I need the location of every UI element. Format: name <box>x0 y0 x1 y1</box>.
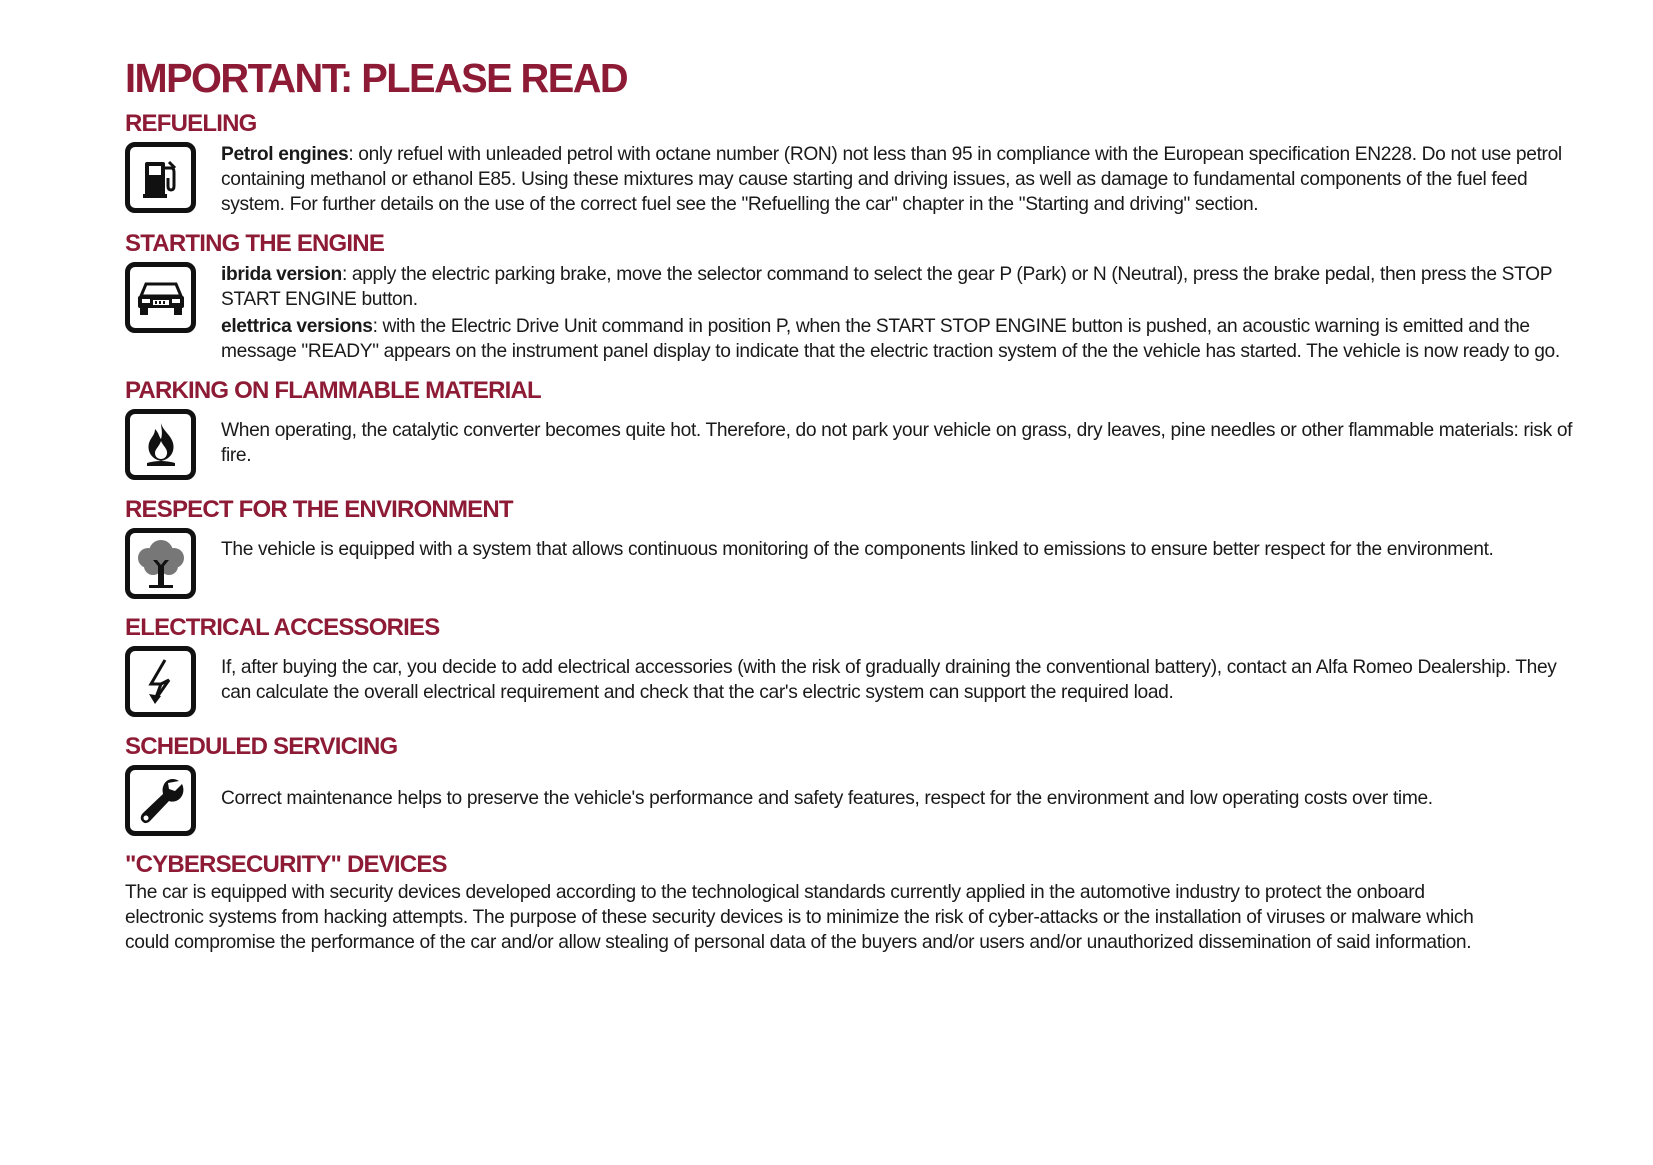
section-starting <box>125 229 1585 364</box>
section-heading-electrical: ELECTRICAL ACCESSORIES <box>125 614 440 641</box>
section-servicing <box>125 732 1585 836</box>
manual-page <box>125 52 1585 955</box>
section-heading-parking: PARKING ON FLAMMABLE MATERIAL <box>125 377 541 404</box>
section-heading-starting: STARTING THE ENGINE <box>125 230 385 257</box>
environment-paragraph: The vehicle is equipped with a system that allows continuous monitoring of the components linked to emissions to ensure better respect for the environment. <box>221 539 1494 560</box>
starting-paragraph-ibrida <box>221 262 1585 312</box>
section-heading-environment: RESPECT FOR THE ENVIRONMENT <box>125 496 513 523</box>
fuel-pump-icon <box>125 142 196 213</box>
parking-paragraph: When operating, the catalytic converter becomes quite hot. Therefore, do not park your vehicle on grass, dry leaves, pine needles or other flammable materials: risk of fire. <box>221 420 1573 466</box>
page-title: IMPORTANT: PLEASE READ <box>125 55 628 101</box>
section-cybersecurity <box>125 850 1585 955</box>
section-refueling <box>125 109 1585 217</box>
section-electrical <box>125 613 1585 717</box>
section-parking <box>125 376 1585 480</box>
servicing-paragraph: Correct maintenance helps to preserve the vehicle's performance and safety features, respect for the environment and low operating costs over time. <box>221 788 1433 809</box>
section-heading-servicing: SCHEDULED SERVICING <box>125 733 398 760</box>
cybersecurity-paragraph: The car is equipped with security devices developed according to the technological standards currently applied in the automotive industry to protect the onboard electronic systems from hacking attempts. The purpose of these security devices is to minimize the risk of cyber-attacks or the installation of viruses or malware which could compromise the performance of the car and/or allow stealing of personal data of the buyers and/or users and/or unauthorized dissemination of said information. <box>125 882 1474 953</box>
refueling-paragraph <box>221 142 1585 217</box>
starting-text-ibrida: : apply the electric parking brake, move the selector command to select the gear P (Park) or N (Neutral), press the brake pedal, then press the STOP START ENGINE button. <box>221 264 1552 310</box>
car-front-icon <box>125 262 196 333</box>
starting-lead-ibrida: ibrida version <box>221 264 342 285</box>
refueling-lead: Petrol engines <box>221 144 349 165</box>
wrench-icon <box>125 765 196 836</box>
flame-icon <box>125 409 196 480</box>
starting-lead-elettrica: elettrica versions <box>221 316 373 337</box>
section-environment <box>125 495 1585 599</box>
starting-text-elettrica: : with the Electric Drive Unit command in position P, when the START STOP ENGINE button is pushed, an acoustic warning is emitted and the message "READY" appears on the instrument panel display to indicate that the electric traction system of the the vehicle has started. The vehicle is now ready to go. <box>221 316 1560 362</box>
refueling-text: : only refuel with unleaded petrol with octane number (RON) not less than 95 in compliance with the European specification EN228. Do not use petrol containing methanol or ethanol E85. Using these mixtures may cause starting and driving issues, as well as damage to fundamental components of the fuel feed system. For further details on the use of the correct fuel see the "Refuelling the car" chapter in the "Starting and driving" section. <box>221 144 1562 215</box>
starting-paragraph-elettrica <box>221 314 1585 364</box>
section-heading-cybersecurity: "CYBERSECURITY" DEVICES <box>125 851 447 878</box>
electrical-paragraph: If, after buying the car, you decide to add electrical accessories (with the risk of gradually draining the conventional battery), contact an Alfa Romeo Dealership. They can calculate the overall electrical requirement and check that the car's electric system can support the required load. <box>221 657 1557 703</box>
tree-icon <box>125 528 196 599</box>
section-heading-refueling: REFUELING <box>125 110 257 137</box>
lightning-bolt-icon <box>125 646 196 717</box>
